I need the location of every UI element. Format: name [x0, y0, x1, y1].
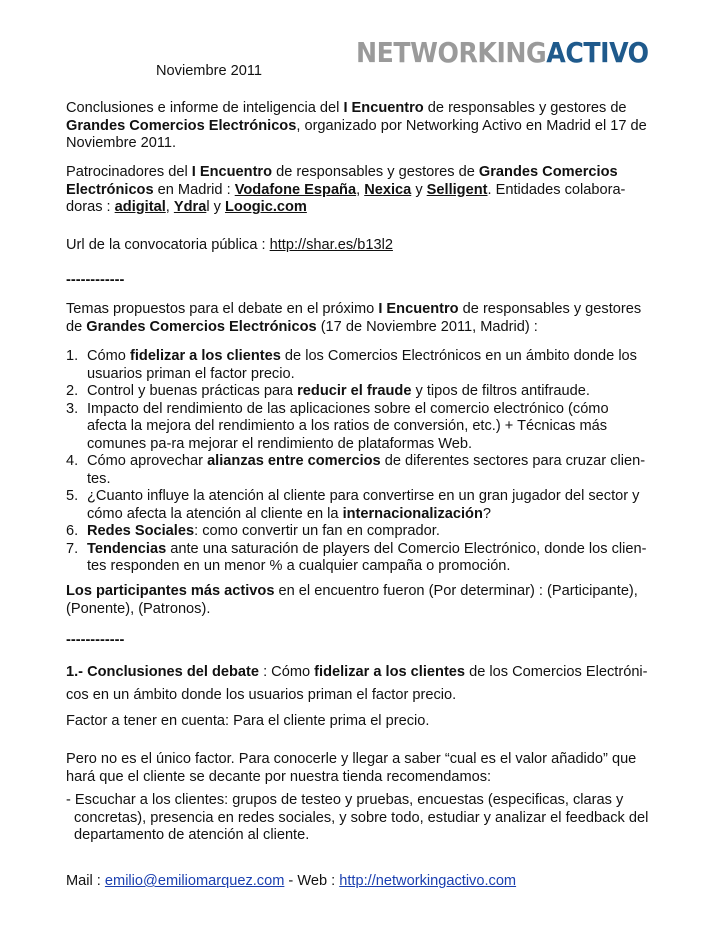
topic-item: 4. Cómo aprovechar alianzas entre comercios de diferentes sectores para cruzar clien-tes.: [66, 453, 646, 487]
conclusions-heading: 1.- Conclusiones del debate : Cómo fidelizar a los clientes de los Comercios Electróni-cos en un ámbito donde los usuarios priman el factor precio.: [66, 664, 648, 703]
topic-item: 7. Tendencias ante una saturación de players del Comercio Electrónico, donde los clien-tes responden en un menor % a cualquier campaña o promoción.: [66, 540, 647, 574]
topic-item: 6. Redes Sociales: como convertir un fan en comprador.: [66, 523, 440, 539]
networking-activo-logo: [356, 36, 649, 69]
sponsor-link-selligent[interactable]: Selligent: [426, 181, 488, 198]
topic-item: 1. Cómo fidelizar a los clientes de los Comercios Electrónicos en un ámbito donde los usuarios priman el factor precio.: [66, 348, 637, 382]
logo-networking: NETWORKING: [356, 36, 547, 69]
collaborator-link-adigital[interactable]: adigital: [114, 199, 166, 215]
separator-2: ------------: [66, 632, 125, 648]
topic-item: 5. ¿Cuanto influye la atención al cliente para convertirse en un gran jugador del sector y cómo afecta la atención al cliente en la internacionalización?: [66, 488, 640, 522]
topic-item: 2. Control y buenas prácticas para reducir el fraude y tipos de filtros antifraude.: [66, 383, 590, 399]
footer: Mail : emilio@emiliomarquez.com - Web : http://networkingactivo.com: [66, 873, 517, 889]
intro-paragraph: Conclusiones e informe de inteligencia del I Encuentro de responsables y gestores de Grandes Comercios Electrónicos, organizado por Networking Activo en Madrid el 17 de Noviembre 2011.: [66, 100, 647, 151]
topics-list: [66, 348, 650, 576]
separator-1: ------------: [66, 272, 125, 288]
sponsor-link-nexica[interactable]: Nexica: [364, 181, 412, 198]
convocatoria-link[interactable]: http://shar.es/b13l2: [269, 237, 393, 253]
participants-paragraph: Los participantes más activos en el encuentro fueron (Por determinar) : (Participante), (Ponente), (Patronos).: [66, 583, 638, 617]
topics-paragraph: Temas propuestos para el debate en el próximo I Encuentro de responsables y gestores de Grandes Comercios Electrónicos (17 de Noviembre 2011, Madrid) :: [66, 301, 642, 335]
collaborator-link-loogic[interactable]: Loogic.com: [224, 199, 307, 215]
sponsor-link-vodafone[interactable]: Vodafone España: [234, 181, 357, 198]
website-link[interactable]: http://networkingactivo.com: [339, 873, 517, 889]
logo-activo: ACTIVO: [546, 36, 649, 69]
sponsors-paragraph: Patrocinadores del I Encuentro de responsables y gestores de Grandes Comercios Electrónicos en Madrid : Vodafone España, Nexica y Selligent. Entidades colabora-doras : adigital, Ydral y Loogic.com: [66, 164, 626, 215]
email-link[interactable]: emilio@emiliomarquez.com: [104, 873, 285, 889]
recommendation-item: - Escuchar a los clientes: grupos de testeo y pruebas, encuestas (especificas, claras y concretas), presencia en redes sociales, y sobre todo, estudiar y analizar el feedback del departamento de atención al cliente.: [66, 792, 649, 843]
topic-item: 3. Impacto del rendimiento de las aplicaciones sobre el comercio electrónico (cómo afecta la mejora del rendimiento a los ratios de conversión, etc.) + Técnicas más comunes pa-ra mejorar el rendimiento de plataformas Web.: [66, 400, 609, 452]
url-line: Url de la convocatoria pública : http://shar.es/b13l2: [66, 237, 393, 253]
not-only-paragraph: Pero no es el único factor. Para conocerle y llegar a saber “cual es el valor añadido” que hará que el cliente se decante por nuestra tienda recomendamos:: [66, 751, 637, 785]
document-date: Noviembre 2011: [156, 63, 262, 79]
factor-paragraph: Factor a tener en cuenta: Para el cliente prima el precio.: [66, 713, 430, 729]
collaborator-link-ydral[interactable]: Ydra: [173, 199, 207, 215]
